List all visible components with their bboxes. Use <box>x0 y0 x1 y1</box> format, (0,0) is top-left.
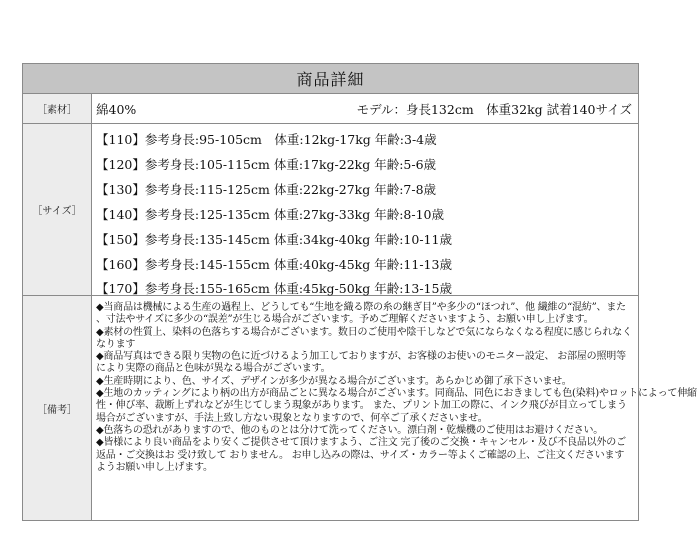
note-line: ◆素材の性質上、染料の色落ちする場合がございます。数日のご使用や陰干しなどで気にならなくなる程度に感じられなく <box>96 326 632 338</box>
material-content <box>96 94 634 123</box>
size-line: 【150】参考身長:135-145cm 体重:34kg-40kg 年齢:10-11歳 <box>96 232 452 247</box>
note-line: ◆色落ちの恐れがありますので、他のものとは分けて洗ってください。漂白剤・乾燥機のご使用はお避けください。 <box>96 424 604 436</box>
note-line: ◆皆様により良い商品をより安くご提供させて頂けますよう、ご注文 完了後のご交換・キャンセル・及び不良品以外のご <box>96 437 626 449</box>
note-line: 場合がございますが、手法上致し方ない現象となりますので、何卒ご了承くださいませ。 <box>96 412 488 424</box>
product-details-table <box>22 63 697 521</box>
size-line: 【130】参考身長:115-125cm 体重:22kg-27kg 年齢:7-8歳 <box>96 182 437 197</box>
note-line: 性・伸び率、裁断上ずれなどが生じてしまう現象があります。 また、プリント加工の際に、インク飛びが目立ってしまう <box>96 400 627 412</box>
section-title: 商品詳細 <box>23 64 638 94</box>
size-line: 【140】参考身長:125-135cm 体重:27kg-33kg 年齢:8-10歳 <box>96 207 445 222</box>
note-line: 返品・ご交換はお 受け致して おりません。 お申し込みの際は、サイズ・カラー等よくご確認の上、ご注文くださいます <box>96 449 625 461</box>
note-line: ◆商品写真はできる限り実物の色に近づけるよう加工しておりますが、お客様のお使いのモニター設定、 お部屋の照明等 <box>96 351 626 363</box>
note-line: ようお願い申し上げます。 <box>96 461 213 473</box>
note-line: ◆当商品は機械による生産の過程上、どうしても“生地を織る際の糸の継ぎ目”や多少の“ほつれ”、他 繊維の“混紡”、また <box>96 302 626 313</box>
notes-text <box>96 296 697 520</box>
notes-label: ［備考］ <box>23 296 92 520</box>
size-line: 【120】参考身長:105-115cm 体重:17kg-22kg 年齢:5-6歳 <box>96 157 437 172</box>
note-line: ◆生産時期により、色、サイズ、デザインが多少が異なる場合がございます。あらかじめ御了承下さいませ。 <box>96 375 572 387</box>
note-line: 、寸法やサイズに多少の“誤差”が生じる場合がございます。予めご理解くださいますよう、お願い申し上げます。 <box>96 314 594 326</box>
note-line: ◆生地のカッティングにより柄の出方が商品ごとに異なる場合がございます。同商品、同色におきましても色(染料)やロットによって伸縮 <box>96 388 697 400</box>
material-value: 綿40% <box>96 101 137 117</box>
size-line: 【110】参考身長:95-105cm 体重:12kg-17kg 年齢:3-4歳 <box>96 132 437 147</box>
note-line: により実際の商品と色味が異なる場合がございます。 <box>96 363 331 375</box>
size-line: 【170】参考身長:155-165cm 体重:45kg-50kg 年齢:13-15歳 <box>96 281 452 296</box>
model-info: モデル：身長132cm 体重32kg 試着140サイズ <box>356 101 632 117</box>
notes-row <box>23 296 697 520</box>
size-row <box>23 124 638 296</box>
size-list <box>96 124 634 295</box>
size-label: ［サイズ］ <box>23 124 92 295</box>
material-label: ［素材］ <box>23 94 92 123</box>
size-line: 【160】参考身長:145-155cm 体重:40kg-45kg 年齢:11-13歳 <box>96 257 452 272</box>
material-row <box>23 94 638 124</box>
note-line: なります <box>96 338 136 350</box>
